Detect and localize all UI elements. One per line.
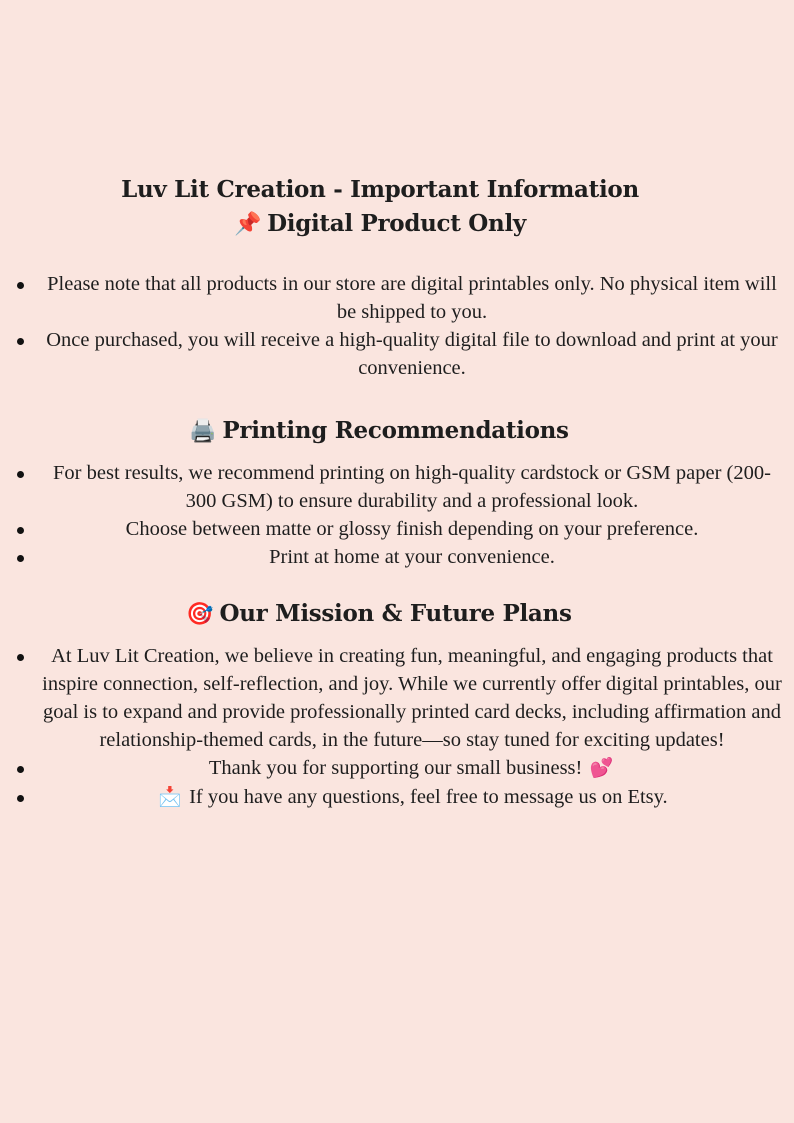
list-item <box>0 543 794 571</box>
digital-product-list <box>0 270 794 382</box>
heading-printing-text: Printing Recommendations <box>222 417 569 444</box>
bullet <box>17 766 24 773</box>
list-item <box>0 459 794 515</box>
list-item <box>0 642 794 754</box>
list-item-text: Choose between matte or glossy finish depending on your preference. <box>125 518 699 540</box>
two-hearts-icon: 💕 <box>589 758 614 779</box>
list-item-text: Thank you for supporting our small business! <box>208 757 583 779</box>
printer-icon: 🖨️ <box>189 419 217 444</box>
list-item <box>0 783 794 812</box>
bullet <box>17 527 24 534</box>
list-item <box>0 754 794 783</box>
target-icon: 🎯 <box>186 602 214 627</box>
heading-printing <box>0 417 758 444</box>
heading-digital-text: Digital Product Only <box>267 210 526 237</box>
bullet <box>17 795 24 802</box>
heading-digital-product <box>0 210 760 237</box>
heading-mission-text: Our Mission & Future Plans <box>219 600 572 627</box>
list-item-text: For best results, we recommend printing on high-quality cardstock or GSM paper (200-300 GSM) to ensure durability and a professional look. <box>53 462 771 512</box>
list-item <box>0 326 794 382</box>
bullet <box>17 555 24 562</box>
list-item-text: At Luv Lit Creation, we believe in creating fun, meaningful, and engaging products that inspire connection, self-reflection, and joy. While we currently offer digital printables, our goal is to expand and provide professionally printed card decks, including affirmation and relationship-themed cards, in the future—so stay tuned for exciting updates! <box>42 645 782 751</box>
bullet <box>17 654 24 661</box>
list-item <box>0 515 794 543</box>
list-item-text: If you have any questions, feel free to message us on Etsy. <box>189 786 668 808</box>
list-item <box>0 270 794 326</box>
mission-list <box>0 642 794 812</box>
list-item-text: Please note that all products in our store are digital printables only. No physical item will be shipped to you. <box>47 273 777 323</box>
list-item-text: Once purchased, you will receive a high-quality digital file to download and print at your convenience. <box>46 329 778 379</box>
bullet <box>17 338 24 345</box>
bullet <box>17 471 24 478</box>
printing-list <box>0 459 794 571</box>
list-item-text: Print at home at your convenience. <box>269 546 555 568</box>
bullet <box>17 282 24 289</box>
pushpin-icon: 📌 <box>234 212 262 237</box>
page-title: Luv Lit Creation - Important Information <box>121 176 639 203</box>
envelope-arrow-icon: 📩 <box>158 787 182 808</box>
heading-mission <box>0 600 758 627</box>
